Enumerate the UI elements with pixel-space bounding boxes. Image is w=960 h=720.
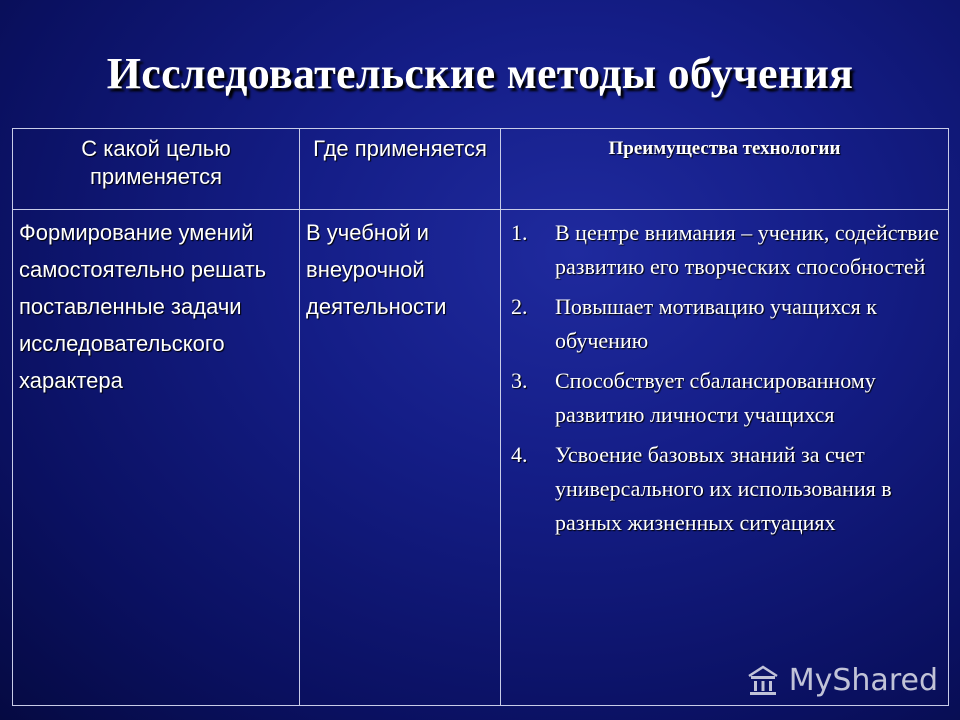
list-item-text: В центре внимания – ученик, содействие развитию его творческих способностей xyxy=(555,220,940,279)
table-header-row xyxy=(13,129,949,210)
cell-where: В учебной и внеурочной деятельности xyxy=(300,210,501,706)
header-advantages: Преимущества технологии xyxy=(501,129,949,210)
list-item-number: 2. xyxy=(511,294,528,319)
list-item xyxy=(511,290,940,358)
list-item-number: 1. xyxy=(511,220,528,245)
table-row xyxy=(13,210,949,706)
list-item-text: Способствует сбалансированному развитию личности учащихся xyxy=(555,368,876,427)
list-item-text: Усвоение базовых знаний за счет универсального их использования в разных жизненных ситуациях xyxy=(555,442,892,535)
list-item-number: 4. xyxy=(511,442,528,467)
list-item xyxy=(511,438,940,540)
cell-purpose: Формирование умений самостоятельно решать поставленные задачи исследовательского характера xyxy=(13,210,300,706)
list-item xyxy=(511,364,940,432)
header-where: Где применяется xyxy=(300,129,501,210)
header-purpose: С какой целью применяется xyxy=(13,129,300,210)
cell-advantages xyxy=(501,210,949,706)
list-item-number: 3. xyxy=(511,368,528,393)
watermark-text: MyShared xyxy=(788,662,938,698)
methods-table xyxy=(12,128,949,706)
watermark xyxy=(745,662,938,698)
slide-title: Исследовательские методы обучения xyxy=(106,49,854,98)
building-icon xyxy=(745,662,781,698)
list-item-text: Повышает мотивацию учащихся к обучению xyxy=(555,294,877,353)
advantages-list xyxy=(511,216,940,540)
list-item xyxy=(511,216,940,284)
